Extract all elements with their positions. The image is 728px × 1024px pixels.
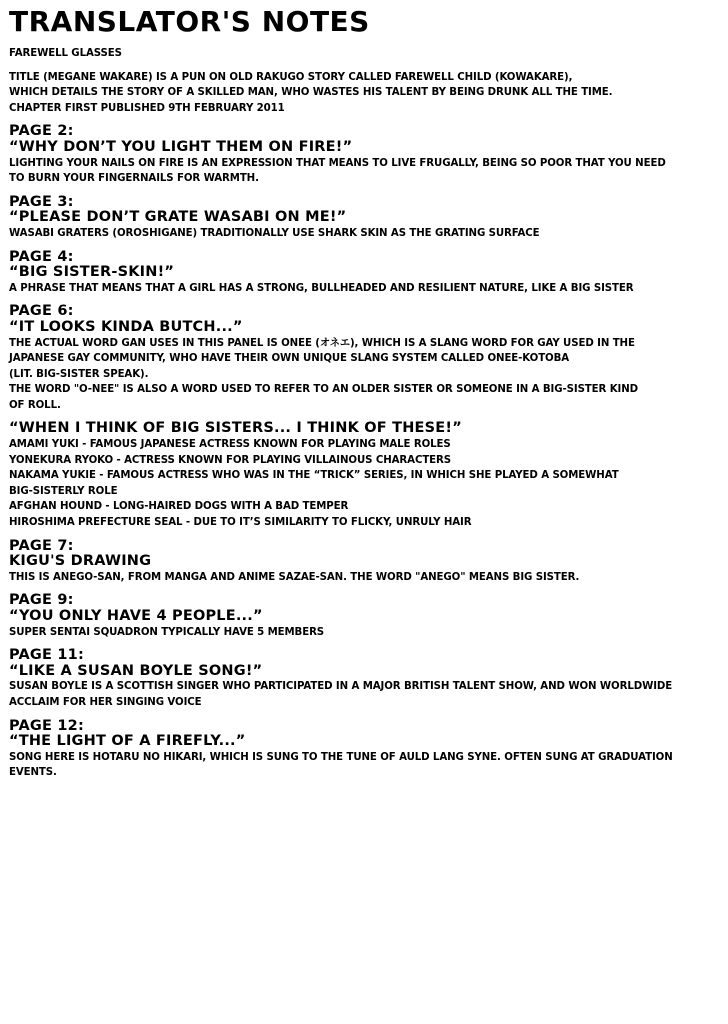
note-line: YONEKURA RYOKO - ACTRESS KNOWN FOR PLAYING VILLAINOUS CHARACTERS [9, 454, 452, 466]
note-line: ACCLAIM FOR HER SINGING VOICE [9, 696, 202, 708]
note-quote: “WHY DON’T YOU LIGHT THEM ON FIRE!” [9, 138, 353, 155]
note-page-label: PAGE 12: [9, 717, 84, 734]
note-line: OF ROLL. [9, 399, 61, 411]
note-quote: “IT LOOKS KINDA BUTCH...” [9, 318, 243, 335]
intro-section [9, 46, 720, 116]
note-line: BIG-SISTERLY ROLE [9, 485, 118, 497]
note-line: LIGHTING YOUR NAILS ON FIRE IS AN EXPRESSION THAT MEANS TO LIVE FRUGALLY, BEING SO POOR THAT YOU NEED [9, 157, 666, 169]
note-page-label: PAGE 7: [9, 537, 74, 554]
note-line: WASABI GRATERS (OROSHIGANE) TRADITIONALLY USE SHARK SKIN AS THE GRATING SURFACE [9, 227, 540, 239]
note-quote: “BIG SISTER-SKIN!” [9, 264, 175, 281]
page-title: TRANSLATOR'S NOTES [9, 5, 370, 38]
note-page-label: PAGE 2: [9, 123, 74, 140]
note-page-label: PAGE 6: [9, 303, 74, 320]
note-line: SUSAN BOYLE IS A SCOTTISH SINGER WHO PARTICIPATED IN A MAJOR BRITISH TALENT SHOW, AND WON WORLDWIDE [9, 681, 673, 693]
note-page-12 [9, 719, 720, 781]
note-quote: “WHEN I THINK OF BIG SISTERS... I THINK OF THESE!” [9, 420, 462, 437]
note-line: SUPER SENTAI SQUADRON TYPICALLY HAVE 5 MEMBERS [9, 626, 325, 638]
note-quote: “PLEASE DON’T GRATE WASABI ON ME!” [9, 209, 347, 226]
note-page-7 [9, 539, 720, 586]
note-page-label: PAGE 3: [9, 193, 74, 210]
intro-line: WHICH DETAILS THE STORY OF A SKILLED MAN, WHO WASTES HIS TALENT BY BEING DRUNK ALL THE TIME. [9, 87, 613, 99]
note-line: THE WORD "O-NEE" IS ALSO A WORD USED TO REFER TO AN OLDER SISTER OR SOMEONE IN A BIG-SISTER KIND [9, 384, 638, 396]
note-page-3 [9, 195, 720, 242]
intro-line: FAREWELL GLASSES [9, 48, 122, 59]
note-page-4 [9, 250, 720, 297]
note-page-label: PAGE 4: [9, 248, 74, 265]
note-line: HIROSHIMA PREFECTURE SEAL - DUE TO IT’S SIMILARITY TO FLICKY, UNRULY HAIR [9, 517, 472, 529]
note-big-sisters [9, 421, 720, 530]
note-page-label: PAGE 9: [9, 592, 74, 609]
note-page-6 [9, 304, 720, 413]
note-page-11 [9, 648, 720, 710]
note-page-9 [9, 593, 720, 640]
note-quote: “LIKE A SUSAN BOYLE SONG!” [9, 662, 263, 679]
note-line: THE ACTUAL WORD GAN USES IN THIS PANEL IS ONEE (オネエ), WHICH IS A SLANG WORD FOR GAY USED IN THE [9, 337, 635, 349]
note-line: (LIT. BIG-SISTER SPEAK). [9, 368, 149, 380]
note-line: AMAMI YUKI - FAMOUS JAPANESE ACTRESS KNOWN FOR PLAYING MALE ROLES [9, 439, 451, 451]
note-line: AFGHAN HOUND - LONG-HAIRED DOGS WITH A BAD TEMPER [9, 501, 349, 513]
note-line: SONG HERE IS HOTARU NO HIKARI, WHICH IS SUNG TO THE TUNE OF AULD LANG SYNE. OFTEN SUNG AT GRADUATION [9, 751, 673, 763]
note-quote: “THE LIGHT OF A FIREFLY...” [9, 733, 246, 750]
note-quote: “YOU ONLY HAVE 4 PEOPLE...” [9, 608, 263, 624]
note-line: JAPANESE GAY COMMUNITY, WHO HAVE THEIR OWN UNIQUE SLANG SYSTEM CALLED ONEE-KOTOBA [9, 353, 570, 365]
note-quote: KIGU'S DRAWING [9, 553, 152, 570]
note-line: EVENTS. [9, 767, 57, 779]
note-line: NAKAMA YUKIE - FAMOUS ACTRESS WHO WAS IN THE “TRICK” SERIES, IN WHICH SHE PLAYED A SOMEWHAT [9, 470, 619, 482]
note-line: A PHRASE THAT MEANS THAT A GIRL HAS A STRONG, BULLHEADED AND RESILIENT NATURE, LIKE A BIG SISTER [9, 282, 634, 294]
intro-line: CHAPTER FIRST PUBLISHED 9TH FEBRUARY 2011 [9, 102, 285, 114]
note-line: TO BURN YOUR FINGERNAILS FOR WARMTH. [9, 173, 259, 185]
intro-line: TITLE (MEGANE WAKARE) IS A PUN ON OLD RAKUGO STORY CALLED FAREWELL CHILD (KOWAKARE), [9, 71, 573, 83]
note-page-2 [9, 124, 720, 186]
note-page-label: PAGE 11: [9, 647, 84, 664]
note-line: THIS IS ANEGO-SAN, FROM MANGA AND ANIME SAZAE-SAN. THE WORD "ANEGO" MEANS BIG SISTER. [9, 571, 580, 583]
